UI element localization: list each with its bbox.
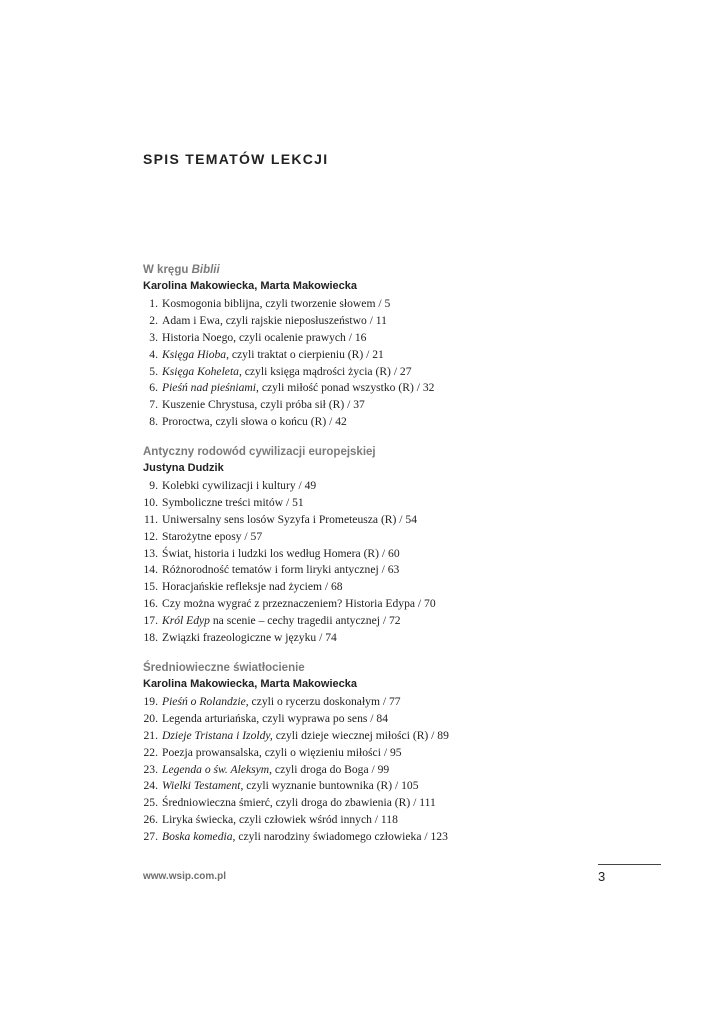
section-authors: Karolina Makowiecka, Marta Makowiecka [143, 678, 357, 690]
toc-entry-number: 21. [143, 728, 158, 742]
toc-entry-number: 24. [143, 779, 158, 793]
toc-entry-text [162, 728, 449, 745]
toc-entry [143, 347, 623, 364]
toc-entry-description: , czyli narodziny świadomego człowieka / 123 [232, 830, 448, 844]
toc-entry [143, 546, 623, 563]
toc-entry-number: 23. [143, 762, 158, 776]
toc-entry-work-title: Księga Koheleta [162, 364, 239, 378]
section-authors: Justyna Dudzik [143, 462, 224, 474]
toc-entry-description: Starożytne eposy / 57 [162, 529, 263, 543]
toc-entry-text [162, 694, 401, 711]
toc-entry-description: Różnorodność tematów i form liryki antycznej / 63 [162, 563, 400, 577]
toc-entry [143, 364, 623, 381]
toc-entry-text [162, 562, 399, 579]
toc-entry-work-title: Pieśń o Rolandzie [162, 695, 246, 708]
section-title [143, 444, 623, 460]
toc-entry [143, 380, 623, 397]
toc-entry-work-title: Król Edyp [162, 614, 210, 628]
toc-entry-work-title: Wielki Testament [162, 779, 241, 793]
toc-entry-description: , czyli wyznanie buntownika (R) / 105 [240, 779, 419, 793]
toc-entry-text [162, 478, 316, 495]
toc-entry-description: Historia Noego, czyli ocalenie prawych / 16 [162, 330, 367, 344]
toc-entry-text [162, 711, 388, 728]
section-title [143, 660, 623, 676]
toc-entry-text [162, 529, 262, 546]
toc-entry-number: 16. [143, 597, 158, 611]
toc-entry-description: Związki frazeologiczne w języku / 74 [162, 631, 337, 645]
toc-entry-description: Kolebki cywilizacji i kultury / 49 [162, 479, 317, 492]
toc-entry-number: 11. [143, 512, 158, 526]
toc-entry [143, 296, 623, 313]
toc-entry-number: 25. [143, 796, 158, 810]
toc-entry-text [162, 364, 412, 381]
toc-entry [143, 397, 623, 414]
toc-entry-number: 8. [149, 415, 158, 429]
toc-entry-text [162, 546, 400, 563]
toc-entry-number: 10. [143, 495, 158, 509]
section-title [143, 262, 623, 278]
toc-entry-text [162, 812, 398, 829]
section-title-text: W kręgu [143, 264, 192, 276]
footer-url: www.wsip.com.pl [143, 871, 226, 882]
page-title: SPIS TEMATÓW LEKCJI [143, 151, 329, 167]
toc-entry-text [162, 414, 347, 431]
toc-entry-description: Liryka świecka, czyli człowiek wśród innych / 118 [162, 813, 398, 827]
toc-entry-number: 4. [149, 347, 158, 361]
toc-entry [143, 812, 623, 829]
toc-entry-description: , czyli o rycerzu doskonałym / 77 [245, 695, 401, 708]
section-antyk [143, 444, 623, 647]
toc-entry-work-title: Pieśń nad pieśniami [162, 381, 257, 395]
toc-entry-number: 15. [143, 580, 158, 594]
toc-entry-text [162, 829, 448, 846]
toc-entry-work-title: Legenda o św. Aleksym [162, 762, 270, 776]
section-title-text: Średniowieczne światłocienie [143, 662, 305, 674]
section-title-italic: Biblii [191, 264, 220, 276]
toc-entry-number: 5. [149, 364, 158, 378]
section-authors: Karolina Makowiecka, Marta Makowiecka [143, 280, 357, 292]
toc-entry-text [162, 795, 436, 812]
toc-entry-number: 7. [149, 398, 158, 412]
section-biblia [143, 262, 623, 431]
toc-list [143, 296, 623, 431]
toc-entry [143, 313, 623, 330]
toc-entry [143, 414, 623, 431]
toc-entry [143, 495, 623, 512]
page-number: 3 [598, 869, 606, 884]
toc-entry-number: 13. [143, 546, 158, 560]
toc-entry-description: Średniowieczna śmierć, czyli droga do zbawienia (R) / 111 [162, 796, 436, 810]
toc-entry-description: Horacjańskie refleksje nad życiem / 68 [162, 580, 343, 594]
toc-entry-text [162, 495, 304, 512]
toc-entry-work-title: Księga Hioba [162, 347, 227, 361]
toc-entry-number: 22. [143, 745, 158, 759]
toc-entry [143, 596, 623, 613]
toc-entry-description: , czyli księga mądrości życia (R) / 27 [238, 364, 412, 378]
footer-rule [598, 864, 661, 865]
toc-entry [143, 529, 623, 546]
toc-entry [143, 630, 623, 647]
toc-entry [143, 330, 623, 347]
toc-entry-number: 27. [143, 830, 158, 844]
toc-entry-number: 18. [143, 631, 158, 645]
toc-entry [143, 512, 623, 529]
toc-entry-number: 26. [143, 813, 158, 827]
toc-entry-description: Kosmogonia biblijna, czyli tworzenie słowem / 5 [162, 297, 391, 310]
toc-entry-work-title: Dzieje Tristana i Izoldy, [162, 728, 273, 742]
toc-entry [143, 762, 623, 779]
toc-entry [143, 829, 623, 846]
toc-entry-number: 1. [149, 297, 158, 310]
toc-entry-text [162, 347, 384, 364]
toc-entry-description: Uniwersalny sens losów Syzyfa i Prometeusza (R) / 54 [162, 512, 418, 526]
toc-entry-work-title: Boska komedia [162, 830, 233, 844]
toc-entry-number: 19. [143, 695, 158, 708]
toc-entry-description: na scenie – cechy tragedii antycznej / 72 [209, 614, 401, 628]
toc-entry-text [162, 596, 436, 613]
toc-entry-description: Kuszenie Chrystusa, czyli próba sił (R) / 37 [162, 398, 365, 412]
toc-entry-text [162, 397, 365, 414]
toc-entry-text [162, 313, 387, 330]
toc-entry-text [162, 745, 402, 762]
toc-entry-text [162, 630, 337, 647]
toc-entry [143, 694, 623, 711]
toc-entry [143, 711, 623, 728]
toc-entry-description: Czy można wygrać z przeznaczeniem? Historia Edypa / 70 [162, 597, 436, 611]
toc-entry-number: 17. [143, 614, 158, 628]
toc-entry [143, 478, 623, 495]
section-sredniowiecze [143, 660, 623, 846]
toc-entry [143, 613, 623, 630]
toc-entry-description: Symboliczne treści mitów / 51 [162, 495, 304, 509]
toc-entry-number: 20. [143, 711, 158, 725]
toc-entry-text [162, 512, 417, 529]
toc-list [143, 478, 623, 647]
toc-entry-text [162, 380, 434, 397]
toc-entry-description: czyli dzieje wiecznej miłości (R) / 89 [272, 728, 449, 742]
toc-entry-description: Świat, historia i ludzki los według Homera (R) / 60 [162, 546, 400, 560]
toc-entry-number: 14. [143, 563, 158, 577]
toc-entry-number: 3. [149, 330, 158, 344]
toc-entry-number: 9. [149, 479, 158, 492]
toc-entry [143, 778, 623, 795]
toc-entry-description: Adam i Ewa, czyli rajskie nieposłuszeństwo / 11 [162, 313, 387, 327]
toc-entry-description: , czyli droga do Boga / 99 [269, 762, 390, 776]
toc-entry-description: Proroctwa, czyli słowa o końcu (R) / 42 [162, 415, 347, 429]
toc-entry-text [162, 613, 401, 630]
toc-entry-description: Legenda arturiańska, czyli wyprawa po sens / 84 [162, 711, 388, 725]
section-title-text: Antyczny rodowód cywilizacji europejskiej [143, 446, 376, 458]
toc-entry [143, 562, 623, 579]
toc-entry-text [162, 579, 343, 596]
toc-entry-description: , czyli miłość ponad wszystko (R) / 32 [256, 381, 435, 395]
toc-entry-description: , czyli traktat o cierpieniu (R) / 21 [226, 347, 384, 361]
toc-entry-text [162, 330, 366, 347]
toc-entry [143, 579, 623, 596]
toc-entry-text [162, 778, 419, 795]
toc-entry-description: Poezja prowansalska, czyli o więzieniu miłości / 95 [162, 745, 402, 759]
toc-entry-number: 12. [143, 529, 158, 543]
toc-entry-text [162, 762, 389, 779]
toc-entry-number: 6. [149, 381, 158, 395]
toc-list [143, 694, 623, 846]
toc-entry-number: 2. [149, 313, 158, 327]
toc-entry [143, 728, 623, 745]
toc-entry [143, 795, 623, 812]
toc-entry [143, 745, 623, 762]
toc-entry-text [162, 296, 390, 313]
